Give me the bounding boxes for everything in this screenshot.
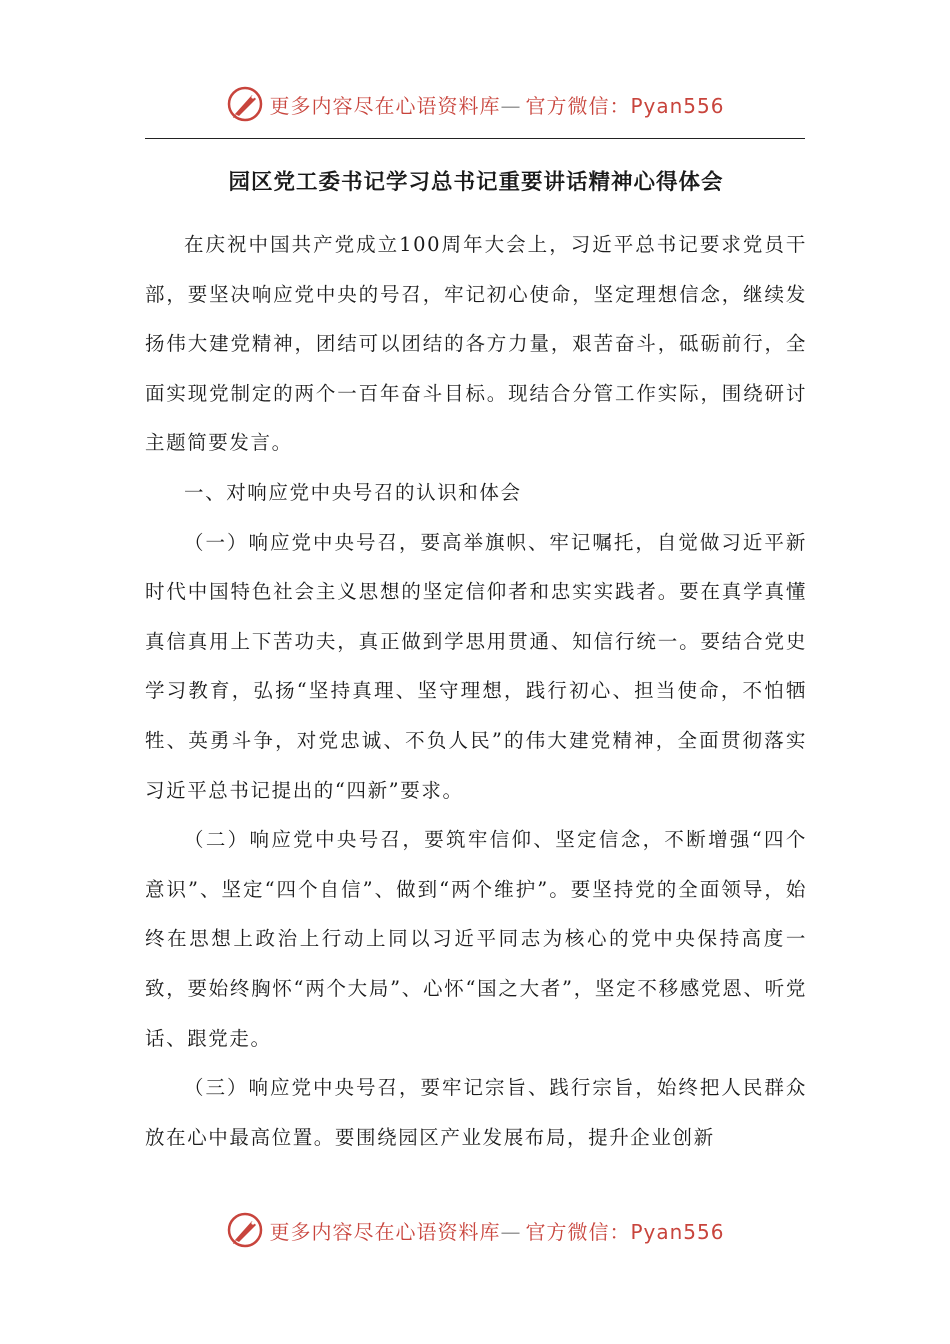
header-rule xyxy=(145,138,805,139)
footer-banner xyxy=(0,1208,950,1252)
banner-text xyxy=(269,90,724,119)
banner-dash: — xyxy=(500,93,522,118)
header-banner xyxy=(0,82,950,126)
section-heading-1: 一、对响应党中央号召的认识和体会 xyxy=(184,480,522,504)
banner-prefix: 更多内容尽在心语资料库 xyxy=(269,93,501,118)
pen-nib-icon xyxy=(225,84,265,124)
document-body xyxy=(145,160,807,1162)
banner-wechat: 官方微信：Pyan556 xyxy=(525,93,725,118)
paragraph-point-2: （二）响应党中央号召，要筑牢信仰、坚定信念，不断增强“四个意识”、坚定“四个自信”、做到“两个维护”。要坚持党的全面领导，始终在思想上政治上行动上同以习近平同志为核心的党中央保持高度一致，要始终胸怀“两个大局”、心怀“国之大者”，坚定不移感党恩、听党话、跟党走。 xyxy=(145,828,807,1050)
banner-text xyxy=(269,1216,724,1245)
pen-nib-icon xyxy=(225,1210,265,1250)
banner-prefix: 更多内容尽在心语资料库 xyxy=(269,1219,501,1244)
banner-dash: — xyxy=(500,1219,522,1244)
document-title: 园区党工委书记学习总书记重要讲话精神心得体会 xyxy=(228,170,724,195)
paragraph-intro: 在庆祝中国共产党成立100周年大会上，习近平总书记要求党员干部，要坚决响应党中央的号召，牢记初心使命，坚定理想信念，继续发扬伟大建党精神，团结可以团结的各方力量，艰苦奋斗，砥砺前行，全面实现党制定的两个一百年奋斗目标。现结合分管工作实际，围绕研讨主题简要发言。 xyxy=(145,233,807,455)
paragraph-point-3: （三）响应党中央号召，要牢记宗旨、践行宗旨，始终把人民群众放在心中最高位置。要围绕园区产业发展布局，提升企业创新 xyxy=(145,1076,807,1149)
banner-wechat: 官方微信：Pyan556 xyxy=(525,1219,725,1244)
paragraph-point-1: （一）响应党中央号召，要高举旗帜、牢记嘱托，自觉做习近平新时代中国特色社会主义思想的坚定信仰者和忠实实践者。要在真学真懂真信真用上下苦功夫，真正做到学思用贯通、知信行统一。要结合党史学习教育，弘扬“坚持真理、坚守理想，践行初心、担当使命，不怕牺牲、英勇斗争，对党忠诚、不负人民”的伟大建党精神，全面贯彻落实习近平总书记提出的“四新”要求。 xyxy=(145,530,807,802)
